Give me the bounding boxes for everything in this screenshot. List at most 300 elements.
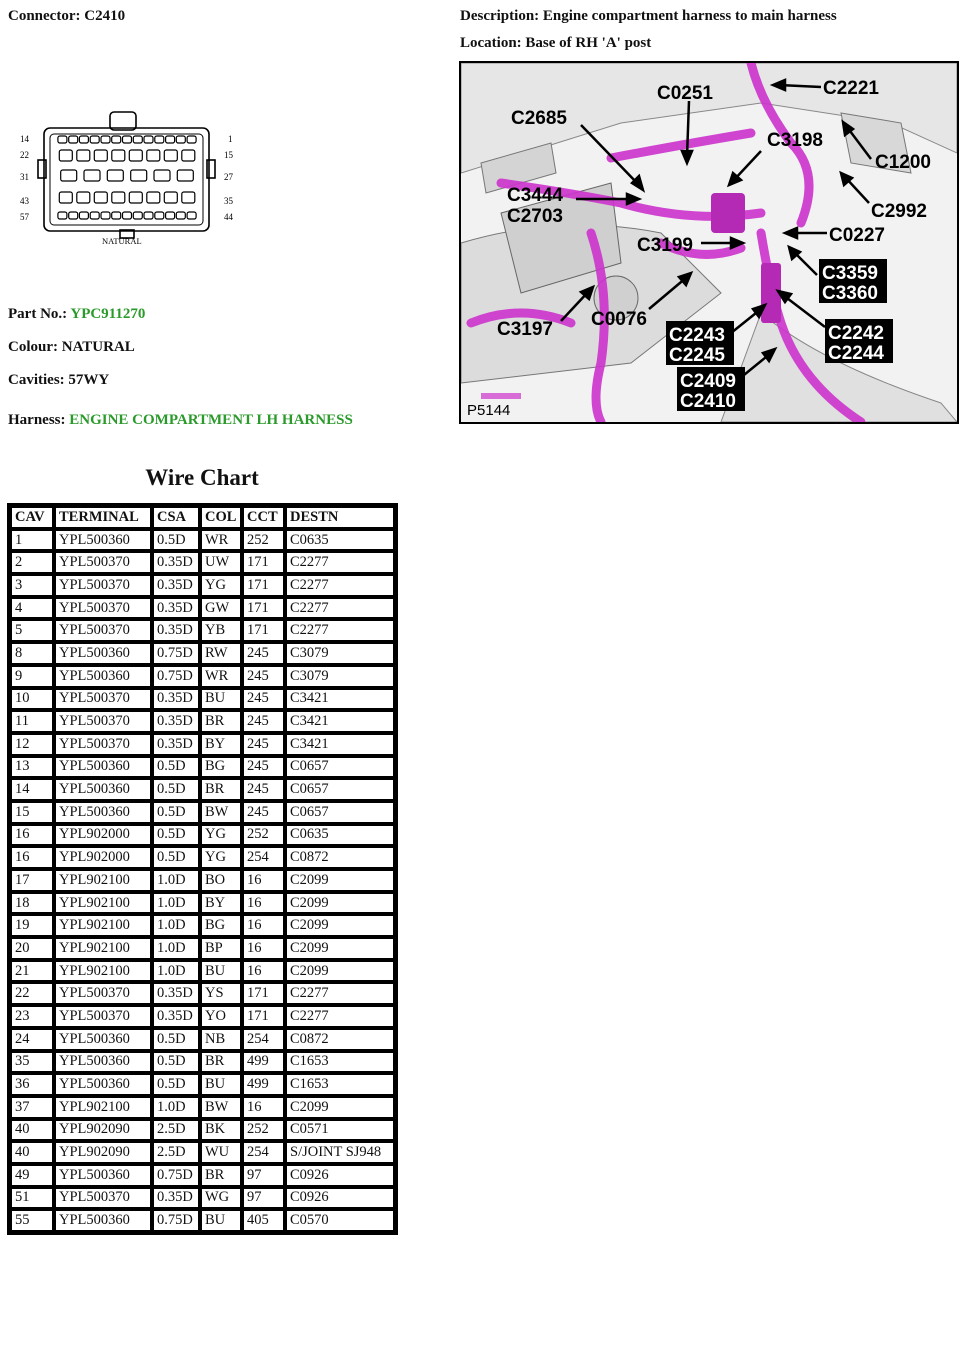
cell-terminal: YPL500370 <box>54 982 152 1005</box>
pin-cavity <box>90 212 99 219</box>
cell-csa: 0.35D <box>152 574 200 597</box>
cell-destn: C2099 <box>285 1096 395 1119</box>
cell-destn: C0657 <box>285 801 395 824</box>
pin-number-right-3: 27 <box>224 172 233 182</box>
pin-cavity <box>77 192 90 203</box>
cell-csa: 0.5D <box>152 801 200 824</box>
cell-destn: C3079 <box>285 665 395 688</box>
cell-col: YS <box>200 982 242 1005</box>
pin-cavity <box>101 136 110 143</box>
harness-line <box>8 412 353 429</box>
table-row <box>10 846 395 869</box>
pin-cavity <box>58 212 67 219</box>
table-row <box>10 574 395 597</box>
wire-chart-table <box>7 503 398 1235</box>
pin-cavity <box>147 150 160 161</box>
callout-c2243: C2243 <box>669 325 725 346</box>
cell-cct: 499 <box>242 1073 285 1096</box>
description-label: Description: <box>460 8 540 24</box>
table-row <box>10 1096 395 1119</box>
cell-col: YG <box>200 574 242 597</box>
pin-number-left-5: 57 <box>20 212 29 222</box>
colour-line <box>8 339 135 356</box>
cell-csa: 1.0D <box>152 960 200 983</box>
cell-csa: 0.5D <box>152 1051 200 1074</box>
pin-cavity <box>154 170 170 181</box>
cell-cav: 15 <box>10 801 54 824</box>
pin-cavity <box>133 212 142 219</box>
table-row <box>10 1028 395 1051</box>
table-row <box>10 914 395 937</box>
callout-c2703: C2703 <box>507 206 563 227</box>
table-row <box>10 1051 395 1074</box>
cell-destn: C3421 <box>285 688 395 711</box>
cell-csa: 0.35D <box>152 619 200 642</box>
callout-c0227: C0227 <box>829 225 885 246</box>
table-row <box>10 937 395 960</box>
cell-csa: 0.5D <box>152 824 200 847</box>
cell-destn: C3421 <box>285 710 395 733</box>
cell-cct: 16 <box>242 914 285 937</box>
pin-cavity-grid <box>58 136 196 219</box>
cell-terminal: YPL902100 <box>54 1096 152 1119</box>
cell-terminal: YPL500370 <box>54 1187 152 1210</box>
cell-destn: C0570 <box>285 1209 395 1232</box>
cell-cav: 13 <box>10 756 54 779</box>
pin-cavity <box>177 170 193 181</box>
column-header-csa: CSA <box>152 506 200 529</box>
cell-terminal: YPL500370 <box>54 619 152 642</box>
cell-cct: 245 <box>242 688 285 711</box>
pin-cavity <box>77 150 90 161</box>
pin-cavity <box>94 192 107 203</box>
cell-csa: 0.5D <box>152 756 200 779</box>
pin-number-left-1: 14 <box>20 134 29 144</box>
cell-col: BO <box>200 869 242 892</box>
pin-cavity <box>79 212 88 219</box>
cell-col: YB <box>200 619 242 642</box>
cell-cav: 20 <box>10 937 54 960</box>
table-row <box>10 982 395 1005</box>
cell-cav: 22 <box>10 982 54 1005</box>
cell-csa: 2.5D <box>152 1141 200 1164</box>
pin-cavity <box>58 136 67 143</box>
cell-cct: 16 <box>242 960 285 983</box>
part-number-value: YPC911270 <box>70 306 146 322</box>
cell-cct: 171 <box>242 574 285 597</box>
pin-number-left-3: 31 <box>20 172 29 182</box>
cell-col: BR <box>200 710 242 733</box>
cell-cct: 245 <box>242 778 285 801</box>
cell-terminal: YPL902100 <box>54 937 152 960</box>
column-header-cct: CCT <box>242 506 285 529</box>
cell-terminal: YPL500360 <box>54 1028 152 1051</box>
location-line <box>460 35 651 52</box>
connector-label: Connector: <box>8 8 81 24</box>
cell-col: BR <box>200 1051 242 1074</box>
cell-cav: 8 <box>10 642 54 665</box>
cell-destn: C2277 <box>285 551 395 574</box>
table-row <box>10 960 395 983</box>
cell-terminal: YPL902090 <box>54 1141 152 1164</box>
cell-col: RW <box>200 642 242 665</box>
cell-cav: 5 <box>10 619 54 642</box>
cell-terminal: YPL500360 <box>54 801 152 824</box>
callout-c3444: C3444 <box>507 185 563 206</box>
cell-terminal: YPL902100 <box>54 892 152 915</box>
table-row <box>10 824 395 847</box>
cell-cct: 254 <box>242 846 285 869</box>
cell-col: BY <box>200 733 242 756</box>
pin-cavity <box>176 212 185 219</box>
pin-cavity <box>69 212 78 219</box>
table-row <box>10 710 395 733</box>
cell-csa: 0.35D <box>152 1005 200 1028</box>
pin-cavity <box>79 136 88 143</box>
callout-c2410: C2410 <box>680 391 736 412</box>
cell-csa: 0.35D <box>152 551 200 574</box>
cell-terminal: YPL902000 <box>54 846 152 869</box>
table-row <box>10 597 395 620</box>
callout-c2244: C2244 <box>828 343 884 364</box>
cell-terminal: YPL500370 <box>54 597 152 620</box>
cell-cav: 36 <box>10 1073 54 1096</box>
cell-cct: 252 <box>242 824 285 847</box>
cell-csa: 1.0D <box>152 892 200 915</box>
cell-cct: 171 <box>242 551 285 574</box>
callout-c1200: C1200 <box>875 152 931 173</box>
pin-number-right-5: 44 <box>224 212 233 222</box>
cell-cct: 171 <box>242 1005 285 1028</box>
cell-cct: 245 <box>242 733 285 756</box>
callout-c3199: C3199 <box>637 235 693 256</box>
table-row <box>10 642 395 665</box>
cell-cct: 405 <box>242 1209 285 1232</box>
cell-destn: C3421 <box>285 733 395 756</box>
cell-terminal: YPL902100 <box>54 914 152 937</box>
cell-terminal: YPL500360 <box>54 778 152 801</box>
cell-cct: 171 <box>242 597 285 620</box>
cell-csa: 0.75D <box>152 1209 200 1232</box>
callout-c0076: C0076 <box>591 309 647 330</box>
cell-terminal: YPL500360 <box>54 642 152 665</box>
cell-cct: 245 <box>242 801 285 824</box>
cell-csa: 0.35D <box>152 982 200 1005</box>
cell-col: YG <box>200 824 242 847</box>
description-value: Engine compartment harness to main harness <box>542 8 837 24</box>
cell-csa: 0.35D <box>152 1187 200 1210</box>
cell-cav: 2 <box>10 551 54 574</box>
location-label: Location: <box>460 35 522 51</box>
cell-col: NB <box>200 1028 242 1051</box>
table-row <box>10 1141 395 1164</box>
cell-col: BY <box>200 892 242 915</box>
cell-csa: 2.5D <box>152 1119 200 1142</box>
cell-destn: C2277 <box>285 982 395 1005</box>
cell-cct: 252 <box>242 1119 285 1142</box>
cell-cav: 17 <box>10 869 54 892</box>
pin-cavity <box>107 170 123 181</box>
cell-terminal: YPL500370 <box>54 574 152 597</box>
cell-cav: 19 <box>10 914 54 937</box>
cell-csa: 0.35D <box>152 688 200 711</box>
pin-cavity <box>182 150 195 161</box>
cell-cct: 16 <box>242 869 285 892</box>
cell-cav: 11 <box>10 710 54 733</box>
cell-destn: C1653 <box>285 1051 395 1074</box>
table-row <box>10 801 395 824</box>
pin-cavity <box>131 170 147 181</box>
pin-cavity <box>155 136 164 143</box>
cell-cct: 254 <box>242 1028 285 1051</box>
cell-csa: 0.5D <box>152 1073 200 1096</box>
cell-destn: C2277 <box>285 1005 395 1028</box>
cell-destn: C2099 <box>285 892 395 915</box>
callout-c2221: C2221 <box>823 78 879 99</box>
table-row <box>10 869 395 892</box>
colour-label: Colour: <box>8 339 58 355</box>
pin-cavity <box>166 212 175 219</box>
callout-c2242: C2242 <box>828 323 884 344</box>
cell-csa: 0.75D <box>152 642 200 665</box>
cell-cav: 1 <box>10 529 54 552</box>
wire-chart-title: Wire Chart <box>145 465 259 490</box>
pin-cavity <box>112 192 125 203</box>
cell-destn: C0657 <box>285 756 395 779</box>
cell-csa: 0.35D <box>152 710 200 733</box>
cell-csa: 1.0D <box>152 937 200 960</box>
cell-cct: 245 <box>242 710 285 733</box>
table-row <box>10 619 395 642</box>
column-header-destn: DESTN <box>285 506 395 529</box>
cell-col: BU <box>200 1209 242 1232</box>
cell-terminal: YPL500360 <box>54 1164 152 1187</box>
cell-csa: 0.5D <box>152 1028 200 1051</box>
callout-c3197: C3197 <box>497 319 553 340</box>
part-number-line <box>8 306 145 323</box>
table-row <box>10 1209 395 1232</box>
cell-cav: 14 <box>10 778 54 801</box>
callout-c2409: C2409 <box>680 371 736 392</box>
cell-col: BP <box>200 937 242 960</box>
pin-cavity <box>112 136 121 143</box>
table-row <box>10 892 395 915</box>
pin-number-right-1: 1 <box>228 134 233 144</box>
pin-cavity <box>129 150 142 161</box>
cell-terminal: YPL500360 <box>54 665 152 688</box>
cell-col: BW <box>200 801 242 824</box>
cell-col: BK <box>200 1119 242 1142</box>
cell-cav: 9 <box>10 665 54 688</box>
pin-cavity <box>176 136 185 143</box>
cell-destn: C0635 <box>285 529 395 552</box>
pin-number-left-2: 22 <box>20 150 29 160</box>
pin-cavity <box>123 136 132 143</box>
pin-number-right-2: 15 <box>224 150 233 160</box>
table-row <box>10 529 395 552</box>
pin-cavity <box>187 136 196 143</box>
table-row <box>10 1119 395 1142</box>
cavities-value: 57WY <box>68 372 110 388</box>
location-value: Base of RH 'A' post <box>525 35 652 51</box>
cell-destn: C1653 <box>285 1073 395 1096</box>
figure-id: P5144 <box>467 402 511 419</box>
table-row <box>10 551 395 574</box>
cell-destn: C3079 <box>285 642 395 665</box>
cell-cav: 37 <box>10 1096 54 1119</box>
cell-csa: 0.5D <box>152 846 200 869</box>
cell-destn: C2277 <box>285 619 395 642</box>
callout-c2992: C2992 <box>871 201 927 222</box>
cell-csa: 0.5D <box>152 529 200 552</box>
cell-cct: 16 <box>242 937 285 960</box>
cell-col: WU <box>200 1141 242 1164</box>
cell-terminal: YPL902000 <box>54 824 152 847</box>
pin-cavity <box>94 150 107 161</box>
pin-cavity <box>101 212 110 219</box>
cell-cav: 55 <box>10 1209 54 1232</box>
cell-destn: C0657 <box>285 778 395 801</box>
cell-cct: 499 <box>242 1051 285 1074</box>
cell-col: YG <box>200 846 242 869</box>
connector-pinout-diagram <box>10 100 250 260</box>
cell-terminal: YPL500360 <box>54 756 152 779</box>
cell-destn: C2099 <box>285 869 395 892</box>
cell-csa: 1.0D <box>152 914 200 937</box>
pin-cavity <box>164 150 177 161</box>
table-row <box>10 1164 395 1187</box>
callout-c2685: C2685 <box>511 108 567 129</box>
description-line <box>460 8 837 25</box>
cell-destn: C0872 <box>285 846 395 869</box>
cell-cct: 171 <box>242 982 285 1005</box>
cell-cav: 51 <box>10 1187 54 1210</box>
cell-col: UW <box>200 551 242 574</box>
pin-cavity <box>147 192 160 203</box>
cell-cct: 245 <box>242 665 285 688</box>
cell-cct: 252 <box>242 529 285 552</box>
cell-terminal: YPL902100 <box>54 869 152 892</box>
pinout-caption: NATURAL <box>102 236 142 246</box>
cell-csa: 1.0D <box>152 1096 200 1119</box>
cell-terminal: YPL500360 <box>54 529 152 552</box>
column-header-cav: CAV <box>10 506 54 529</box>
column-header-terminal: TERMINAL <box>54 506 152 529</box>
pin-cavity <box>144 212 153 219</box>
cell-terminal: YPL500370 <box>54 1005 152 1028</box>
cell-cct: 97 <box>242 1187 285 1210</box>
cell-terminal: YPL500370 <box>54 710 152 733</box>
cell-col: BU <box>200 688 242 711</box>
connector-value: C2410 <box>84 8 126 24</box>
cell-terminal: YPL500360 <box>54 1209 152 1232</box>
cell-col: WR <box>200 665 242 688</box>
cell-col: BR <box>200 1164 242 1187</box>
cell-terminal: YPL500370 <box>54 551 152 574</box>
table-row <box>10 688 395 711</box>
pin-cavity <box>155 212 164 219</box>
table-row <box>10 756 395 779</box>
cell-cav: 4 <box>10 597 54 620</box>
pin-cavity <box>61 170 77 181</box>
cell-cav: 40 <box>10 1141 54 1164</box>
pin-cavity <box>59 150 72 161</box>
cell-cct: 254 <box>242 1141 285 1164</box>
pin-cavity <box>129 192 142 203</box>
cell-col: BG <box>200 756 242 779</box>
table-row <box>10 1073 395 1096</box>
cell-col: BR <box>200 778 242 801</box>
harness-label: Harness: <box>8 412 66 428</box>
pin-cavity <box>90 136 99 143</box>
cell-destn: C2099 <box>285 914 395 937</box>
cavities-label: Cavities: <box>8 372 65 388</box>
pin-cavity <box>187 212 196 219</box>
cell-cct: 16 <box>242 1096 285 1119</box>
location-illustration <box>459 61 959 424</box>
cell-destn: C0872 <box>285 1028 395 1051</box>
cell-cav: 49 <box>10 1164 54 1187</box>
column-header-col: COL <box>200 506 242 529</box>
colour-value: NATURAL <box>61 339 135 355</box>
table-row <box>10 1005 395 1028</box>
table-row <box>10 1187 395 1210</box>
cell-terminal: YPL500360 <box>54 1073 152 1096</box>
cell-cav: 16 <box>10 846 54 869</box>
cell-col: WR <box>200 529 242 552</box>
cell-cav: 10 <box>10 688 54 711</box>
table-header-row <box>10 506 395 529</box>
cell-cav: 21 <box>10 960 54 983</box>
cell-cav: 18 <box>10 892 54 915</box>
callout-c3359: C3359 <box>822 263 878 284</box>
cell-cav: 12 <box>10 733 54 756</box>
cell-terminal: YPL500370 <box>54 688 152 711</box>
cell-terminal: YPL902100 <box>54 960 152 983</box>
pin-cavity <box>166 136 175 143</box>
cell-destn: C0571 <box>285 1119 395 1142</box>
table-row <box>10 778 395 801</box>
cell-destn: C2099 <box>285 960 395 983</box>
cavities-line <box>8 372 109 389</box>
pin-cavity <box>182 192 195 203</box>
cell-destn: C2099 <box>285 937 395 960</box>
cell-csa: 0.5D <box>152 778 200 801</box>
cell-destn: C2277 <box>285 574 395 597</box>
cell-col: BU <box>200 1073 242 1096</box>
cell-col: BW <box>200 1096 242 1119</box>
pin-cavity <box>69 136 78 143</box>
cell-csa: 0.35D <box>152 597 200 620</box>
harness-value: ENGINE COMPARTMENT LH HARNESS <box>69 412 353 428</box>
pin-cavity <box>112 150 125 161</box>
part-number-label: Part No.: <box>8 306 68 322</box>
cell-cct: 171 <box>242 619 285 642</box>
cell-cct: 245 <box>242 756 285 779</box>
cell-cct: 16 <box>242 892 285 915</box>
cell-cav: 40 <box>10 1119 54 1142</box>
cell-col: WG <box>200 1187 242 1210</box>
cell-terminal: YPL500360 <box>54 1051 152 1074</box>
cell-destn: C0926 <box>285 1187 395 1210</box>
cell-terminal: YPL500370 <box>54 733 152 756</box>
cell-cav: 3 <box>10 574 54 597</box>
cell-cav: 16 <box>10 824 54 847</box>
cell-csa: 1.0D <box>152 869 200 892</box>
cell-col: BG <box>200 914 242 937</box>
pin-cavity <box>123 212 132 219</box>
pin-cavity <box>84 170 100 181</box>
